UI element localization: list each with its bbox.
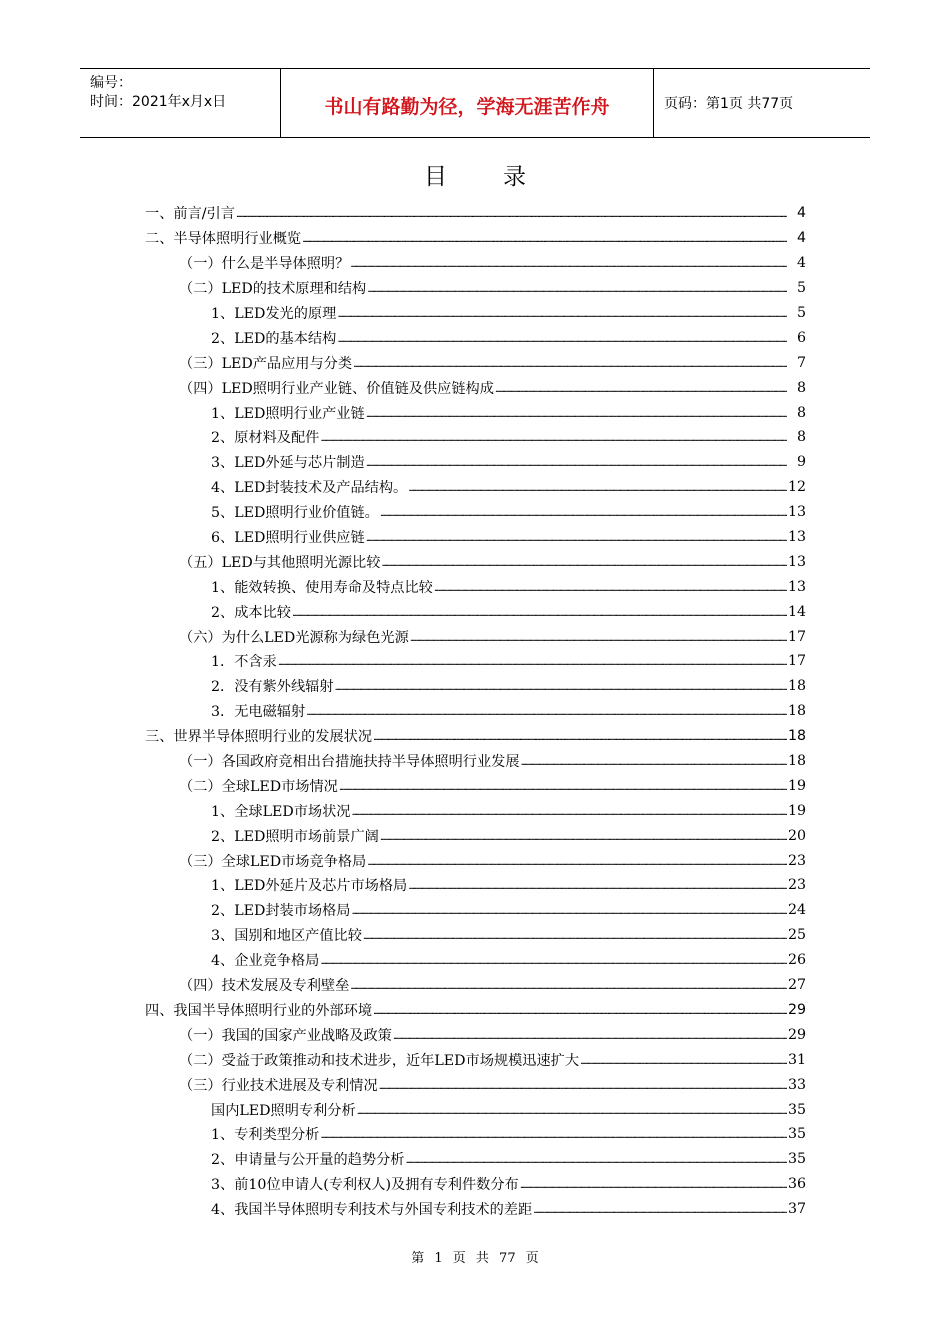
toc-leader-dots — [363, 927, 787, 943]
toc-entry-title: 3．无电磁辐射 — [211, 704, 306, 721]
toc-leader-dots — [495, 380, 787, 396]
toc-entry[interactable] — [145, 749, 806, 774]
toc-entry-page: 13 — [787, 529, 806, 546]
toc-entry-page: 6 — [796, 329, 806, 346]
table-of-contents — [145, 201, 806, 1222]
toc-entry-title: （一）各国政府竞相出台措施扶持半导体照明行业发展 — [179, 754, 520, 771]
toc-entry-title: （三）LED产品应用与分类 — [179, 355, 353, 372]
toc-entry[interactable] — [145, 699, 806, 724]
toc-entry[interactable] — [145, 301, 806, 326]
toc-leader-dots — [381, 554, 787, 570]
toc-entry-title: 2、LED的基本结构 — [211, 330, 337, 347]
toc-entry-title: 3、国别和地区产值比较 — [211, 928, 362, 945]
toc-entry[interactable] — [145, 375, 806, 400]
toc-entry-title: （二）全球LED市场情况 — [179, 778, 338, 795]
toc-entry-page: 27 — [787, 977, 806, 994]
toc-entry-title: 四、我国半导体照明行业的外部环境 — [145, 1002, 373, 1019]
toc-leader-dots — [337, 305, 787, 321]
toc-entry[interactable] — [145, 1047, 806, 1072]
toc-leader-dots — [350, 977, 787, 993]
toc-entry-page: 36 — [787, 1176, 806, 1193]
toc-entry-title: 1、LED照明行业产业链 — [211, 405, 365, 422]
document-number-label: 编号： — [90, 75, 132, 91]
toc-entry-title: 1、能效转换、使用寿命及特点比较 — [211, 579, 433, 596]
toc-entry[interactable] — [145, 450, 806, 475]
toc-entry-page: 5 — [796, 305, 806, 321]
toc-entry[interactable] — [145, 1197, 806, 1222]
toc-entry[interactable] — [145, 724, 806, 749]
toc-entry-title: 2、成本比较 — [211, 604, 291, 621]
toc-leader-dots — [278, 653, 787, 669]
toc-entry-page: 7 — [796, 354, 806, 371]
toc-entry-page: 4 — [796, 255, 806, 272]
toc-entry-page: 35 — [787, 1151, 806, 1168]
toc-leader-dots — [352, 803, 787, 819]
toc-entry-page: 9 — [796, 454, 806, 471]
toc-entry[interactable] — [145, 624, 806, 649]
toc-entry-title: 3、前10位申请人(专利权人)及拥有专利件数分布 — [211, 1177, 519, 1194]
toc-entry-title: 2、原材料及配件 — [211, 430, 320, 447]
toc-leader-dots — [367, 280, 787, 296]
toc-entry[interactable] — [145, 325, 806, 350]
toc-entry-title: （四）技术发展及专利壁垒 — [179, 978, 350, 995]
toc-entry-title: （三）全球LED市场竞争格局 — [179, 853, 367, 870]
toc-entry-page: 13 — [787, 553, 806, 570]
toc-entry-page: 8 — [796, 379, 806, 396]
toc-entry[interactable] — [145, 798, 806, 823]
toc-entry[interactable] — [145, 1097, 806, 1122]
toc-entry[interactable] — [145, 425, 806, 450]
toc-leader-dots — [434, 579, 787, 595]
toc-entry-title: （二）受益于政策推动和技术进步，近年LED市场规模迅速扩大 — [179, 1052, 580, 1069]
toc-leader-dots — [236, 205, 787, 221]
toc-entry[interactable] — [145, 823, 806, 848]
toc-entry-page: 8 — [796, 404, 806, 421]
toc-leader-dots — [367, 853, 787, 869]
toc-entry-title: （一）我国的国家产业战略及政策 — [179, 1027, 392, 1044]
toc-leader-dots — [533, 1201, 787, 1217]
toc-entry-title: 1、全球LED市场状况 — [211, 803, 351, 820]
toc-leader-dots — [380, 828, 787, 844]
toc-leader-dots — [366, 529, 787, 545]
toc-leader-dots — [366, 454, 787, 470]
toc-entry-title: （六）为什么LED光源称为绿色光源 — [179, 629, 409, 646]
toc-entry[interactable] — [145, 773, 806, 798]
toc-leader-dots — [520, 1176, 787, 1192]
toc-entry-page: 13 — [787, 504, 806, 521]
toc-entry-page: 18 — [787, 728, 806, 745]
toc-entry[interactable] — [145, 400, 806, 425]
toc-leader-dots — [580, 1052, 787, 1068]
toc-entry-page: 17 — [787, 628, 806, 645]
toc-entry[interactable] — [145, 574, 806, 599]
toc-entry[interactable] — [145, 973, 806, 998]
toc-entry[interactable] — [145, 525, 806, 550]
toc-entry[interactable] — [145, 848, 806, 873]
toc-entry-title: （四）LED照明行业产业链、价值链及供应链构成 — [179, 380, 494, 397]
toc-entry-title: 1．不含汞 — [211, 654, 277, 671]
toc-entry[interactable] — [145, 276, 806, 301]
toc-entry-page: 19 — [787, 802, 806, 819]
toc-entry-title: 1、专利类型分析 — [211, 1127, 320, 1144]
toc-entry-page: 33 — [787, 1076, 806, 1093]
toc-entry-page: 31 — [787, 1051, 806, 1068]
toc-entry-page: 18 — [787, 678, 806, 695]
toc-entry-page: 17 — [787, 653, 806, 670]
toc-leader-dots — [380, 504, 787, 520]
toc-entry[interactable] — [145, 500, 806, 525]
toc-entry-page: 29 — [787, 1001, 806, 1018]
toc-entry[interactable] — [145, 998, 806, 1023]
toc-entry[interactable] — [145, 649, 806, 674]
toc-entry[interactable] — [145, 873, 806, 898]
toc-leader-dots — [373, 728, 787, 744]
toc-entry[interactable] — [145, 201, 806, 226]
toc-entry-page: 12 — [787, 479, 806, 496]
header-motto-cell — [281, 69, 654, 137]
toc-entry-page: 5 — [796, 280, 806, 297]
toc-leader-dots — [292, 604, 787, 620]
toc-entry[interactable] — [145, 1122, 806, 1147]
toc-leader-dots — [393, 1027, 787, 1043]
toc-title: 目录 — [424, 164, 582, 190]
toc-leader-dots — [320, 952, 787, 968]
toc-entry-page: 20 — [787, 827, 806, 844]
toc-leader-dots — [320, 1126, 787, 1142]
toc-leader-dots — [320, 429, 787, 445]
toc-leader-dots — [405, 1151, 786, 1167]
toc-entry-page: 4 — [796, 230, 806, 247]
toc-entry-title: 6、LED照明行业供应链 — [211, 530, 365, 547]
header-page-info: 页码：第1页 共77页 — [664, 96, 794, 112]
toc-entry-title: 1、LED发光的原理 — [211, 306, 337, 322]
header-left-cell — [80, 69, 281, 137]
toc-entry[interactable] — [145, 475, 806, 500]
toc-leader-dots — [352, 902, 787, 918]
toc-leader-dots — [306, 703, 787, 719]
toc-entry-title: （三）行业技术进展及专利情况 — [179, 1077, 378, 1094]
toc-entry[interactable] — [145, 549, 806, 574]
toc-entry-page: 24 — [787, 902, 806, 919]
toc-entry-page: 37 — [787, 1201, 806, 1218]
toc-entry-title: 二、半导体照明行业概览 — [145, 231, 302, 248]
toc-leader-dots — [337, 330, 787, 346]
toc-entry-page: 26 — [787, 952, 806, 969]
toc-entry[interactable] — [145, 674, 806, 699]
toc-leader-dots — [521, 753, 787, 769]
toc-entry-page: 4 — [796, 205, 806, 222]
toc-leader-dots — [339, 778, 787, 794]
toc-entry[interactable] — [145, 226, 806, 251]
toc-entry-title: 2、LED照明市场前景广阔 — [211, 828, 379, 845]
toc-entry-title: 4、LED封装技术及产品结构。 — [211, 480, 408, 497]
toc-leader-dots — [366, 405, 787, 421]
toc-entry-title: 4、企业竞争格局 — [211, 953, 320, 970]
toc-leader-dots — [379, 1077, 787, 1093]
toc-leader-dots — [357, 1102, 787, 1118]
toc-entry-title: 2．没有紫外线辐射 — [211, 679, 334, 696]
toc-entry-page: 19 — [787, 777, 806, 794]
toc-leader-dots — [350, 255, 787, 271]
toc-entry[interactable] — [145, 350, 806, 375]
toc-entry-page: 8 — [796, 429, 806, 446]
toc-entry-page: 35 — [787, 1101, 806, 1118]
toc-entry-title: 2、申请量与公开量的趋势分析 — [211, 1152, 405, 1169]
toc-entry-page: 25 — [787, 927, 806, 944]
toc-leader-dots — [408, 479, 787, 495]
toc-entry-page: 35 — [787, 1126, 806, 1143]
toc-entry-page: 18 — [787, 753, 806, 770]
toc-entry[interactable] — [145, 1147, 806, 1172]
toc-leader-dots — [408, 877, 787, 893]
toc-entry-title: 国内LED照明专利分析 — [211, 1102, 356, 1119]
toc-entry-page: 13 — [787, 578, 806, 595]
toc-leader-dots — [335, 678, 787, 694]
page-footer: 第 1 页 共 77 页 — [411, 1251, 539, 1266]
toc-entry-title: 4、我国半导体照明专利技术与外国专利技术的差距 — [211, 1202, 533, 1219]
toc-entry-title: 5、LED照明行业价值链。 — [211, 505, 379, 522]
header-page-cell — [654, 69, 870, 137]
toc-leader-dots — [410, 629, 787, 645]
toc-leader-dots — [373, 1002, 787, 1018]
toc-entry[interactable] — [145, 1072, 806, 1097]
toc-entry-page: 14 — [787, 603, 806, 620]
toc-leader-dots — [353, 355, 787, 371]
toc-entry-title: 三、世界半导体照明行业的发展状况 — [145, 729, 373, 746]
toc-entry-page: 29 — [787, 1026, 806, 1043]
toc-leader-dots — [302, 230, 787, 246]
document-time-label: 时间：2021年x月x日 — [90, 94, 227, 110]
toc-entry-title: （五）LED与其他照明光源比较 — [179, 554, 381, 571]
toc-entry-page: 23 — [787, 877, 806, 894]
toc-entry[interactable] — [145, 1022, 806, 1047]
toc-entry[interactable] — [145, 898, 806, 923]
toc-entry-page: 18 — [787, 703, 806, 720]
toc-entry-title: （一）什么是半导体照明？ — [179, 256, 350, 273]
toc-entry[interactable] — [145, 948, 806, 973]
toc-entry[interactable] — [145, 599, 806, 624]
toc-entry[interactable] — [145, 1172, 806, 1197]
toc-entry-title: 2、LED封装市场格局 — [211, 903, 351, 920]
toc-entry-title: 1、LED外延片及芯片市场格局 — [211, 878, 408, 895]
toc-entry-title: 一、前言/引言 — [145, 206, 235, 223]
toc-entry-title: 3、LED外延与芯片制造 — [211, 455, 365, 472]
toc-entry-page: 23 — [787, 852, 806, 869]
toc-entry[interactable] — [145, 923, 806, 948]
page-header — [80, 68, 870, 138]
toc-entry[interactable] — [145, 251, 806, 276]
header-motto: 书山有路勤为径，学海无涯苦作舟 — [324, 96, 610, 118]
toc-entry-title: （二）LED的技术原理和结构 — [179, 281, 367, 298]
